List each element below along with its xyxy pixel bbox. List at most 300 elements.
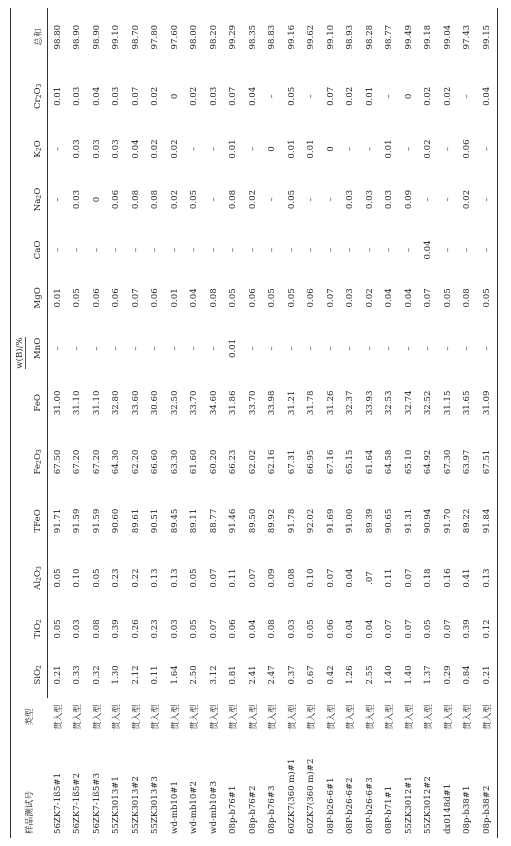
value-cell: – — [52, 146, 63, 152]
value-cell: – — [345, 247, 356, 253]
value-cell: 97.43 — [462, 24, 473, 50]
value-cell: 0.05 — [306, 619, 317, 639]
value-cell: – — [52, 197, 63, 202]
value-cell: 32.53 — [384, 390, 395, 416]
value-cell: 0.05 — [189, 568, 200, 588]
value-cell: 67.31 — [286, 449, 297, 475]
value-cell: 0.04 — [345, 568, 356, 588]
value-cell: 0.09 — [403, 189, 414, 210]
value-cell: 66.23 — [228, 449, 239, 475]
header-component: $Al_2O_3$ — [29, 550, 48, 606]
value-cell: – — [462, 247, 473, 253]
value-cell: 91.70 — [442, 508, 453, 534]
sample-id-cell: 08p-b76#3 — [267, 785, 278, 834]
value-cell: – — [247, 146, 258, 152]
type-cell: 贯入型 — [73, 704, 84, 730]
value-cell: 0.05 — [442, 288, 453, 308]
value-cell: 67.16 — [325, 449, 336, 475]
header-component: $Na_2O$ — [29, 172, 48, 228]
value-cell: 64.92 — [423, 449, 434, 475]
value-cell: 0.05 — [267, 288, 278, 308]
type-cell: 贯入型 — [248, 704, 259, 730]
table-row — [458, 8, 478, 838]
value-cell: – — [189, 247, 200, 253]
header-component: SiO$_2$ — [29, 652, 48, 698]
value-cell: – — [208, 197, 219, 202]
value-cell: 64.30 — [111, 449, 122, 475]
type-cell: 贯入型 — [190, 704, 201, 730]
value-cell: 89.39 — [364, 508, 375, 534]
sample-id-cell: wd-mb10#2 — [189, 780, 200, 834]
value-cell: 0.03 — [384, 189, 395, 210]
value-cell: 0.05 — [52, 619, 63, 639]
table-row — [107, 8, 127, 838]
value-cell: 1.40 — [384, 665, 395, 685]
type-cell: 贯入型 — [170, 704, 181, 730]
value-cell: 0.07 — [325, 568, 336, 588]
sample-id-cell: 08p-b38#1 — [462, 785, 473, 834]
header-sample: 样品测试号 — [25, 791, 36, 834]
value-cell: 0.03 — [208, 86, 219, 106]
table-row — [477, 8, 497, 838]
table-row — [438, 8, 458, 838]
value-cell: – — [384, 94, 395, 99]
value-cell: 98.00 — [189, 24, 200, 50]
value-cell: 0.05 — [52, 568, 63, 588]
table-row — [243, 8, 263, 838]
value-cell: – — [111, 346, 122, 351]
value-cell: 32.52 — [423, 390, 434, 416]
value-cell: – — [462, 94, 473, 99]
value-cell: 91.46 — [228, 508, 239, 534]
value-cell: 99.15 — [477, 8, 497, 66]
value-cell: 0.04 — [247, 619, 258, 639]
value-cell: – — [403, 146, 414, 152]
value-cell: 0.01 — [52, 288, 63, 308]
value-cell: – — [189, 346, 200, 351]
value-cell: 0.05 — [72, 288, 83, 308]
value-cell: 99.49 — [403, 24, 414, 50]
value-cell: 0.06 — [247, 288, 258, 308]
value-cell: 0.06 — [462, 139, 473, 159]
table-row — [380, 8, 400, 838]
value-cell: 0.67 — [306, 665, 317, 685]
value-cell: 0.04 — [189, 288, 200, 308]
sample-id-cell: 55ZK3013#3 — [150, 776, 161, 834]
value-cell: 91.78 — [286, 508, 297, 534]
sample-id-cell: 08p-b38#2 — [477, 736, 497, 838]
header-component: MgO — [29, 273, 48, 324]
value-cell: 91.59 — [91, 508, 102, 534]
type-cell: 贯入型 — [229, 704, 240, 730]
value-cell: 0.08 — [462, 288, 473, 308]
value-cell: 0.23 — [150, 619, 161, 639]
type-cell: 贯入型 — [131, 704, 142, 730]
value-cell: 1.26 — [345, 665, 356, 685]
value-cell: 2.12 — [130, 665, 141, 685]
sample-id-cell: 55ZK3012#1 — [403, 776, 414, 834]
value-cell: 90.94 — [423, 508, 434, 534]
value-cell: 0.08 — [208, 288, 219, 308]
sample-id-cell: 08p-b76#2 — [247, 785, 258, 834]
value-cell: 33.93 — [364, 390, 375, 416]
value-cell: – — [91, 247, 102, 253]
value-cell: 0.02 — [423, 139, 434, 159]
value-cell: – — [267, 247, 278, 253]
value-cell: – — [403, 346, 414, 351]
value-cell: 0.02 — [442, 86, 453, 106]
sample-id-cell: wd-mb10#3 — [208, 780, 219, 834]
value-cell: – — [325, 346, 336, 351]
type-cell: 贯入型 — [443, 704, 454, 730]
value-cell: 32.80 — [111, 390, 122, 416]
value-cell: – — [52, 346, 63, 351]
value-cell: 32.37 — [345, 390, 356, 416]
value-cell: 0.08 — [130, 189, 141, 210]
value-cell: 91.69 — [325, 508, 336, 534]
value-cell: 98.83 — [267, 24, 278, 50]
value-cell: 66.60 — [150, 449, 161, 475]
value-cell: .07 — [364, 571, 375, 585]
value-cell: 0.07 — [325, 288, 336, 308]
value-cell: 0.22 — [130, 568, 141, 588]
value-cell: 31.00 — [52, 390, 63, 416]
value-cell: 0.84 — [462, 665, 473, 685]
value-cell: 0.04 — [91, 86, 102, 106]
unit-label: w(B)/% — [15, 337, 25, 369]
sample-id-cell: dx0148d#1 — [442, 783, 453, 834]
value-cell: 99.16 — [286, 24, 297, 50]
value-cell: – — [267, 94, 278, 99]
value-cell: – — [247, 247, 258, 253]
value-cell: 0.07 — [442, 619, 453, 639]
value-cell: 0.11 — [150, 665, 161, 685]
value-cell: – — [423, 197, 434, 202]
value-cell: 31.26 — [325, 390, 336, 416]
value-cell: 2.47 — [267, 665, 278, 685]
value-cell: 0.03 — [286, 619, 297, 639]
value-cell: 31.15 — [442, 390, 453, 416]
table-row — [146, 8, 166, 838]
value-cell: 1.30 — [111, 665, 122, 685]
sample-id-cell: 56ZK7-1ß5#1 — [52, 772, 63, 834]
value-cell: 0.13 — [477, 550, 497, 606]
value-cell: 31.21 — [286, 390, 297, 416]
type-cell: 贯入型 — [424, 704, 435, 730]
type-cell: 贯入型 — [287, 704, 298, 730]
value-cell: 33.70 — [247, 390, 258, 416]
value-cell: 0.02 — [423, 86, 434, 106]
value-cell: 62.20 — [130, 449, 141, 475]
value-cell: 89.50 — [247, 508, 258, 534]
value-cell: 99.10 — [111, 24, 122, 50]
value-cell: 91.84 — [477, 492, 497, 550]
value-cell: 99.10 — [325, 24, 336, 50]
value-cell: 31.78 — [306, 390, 317, 416]
value-cell: 0.07 — [208, 568, 219, 588]
type-cell: 贯入型 — [326, 704, 337, 730]
value-cell: – — [477, 227, 497, 272]
sample-id-cell: 56ZK7-1ß5#3 — [91, 772, 102, 834]
value-cell: 91.31 — [403, 508, 414, 534]
value-cell: 0.06 — [150, 288, 161, 308]
value-cell: 0.02 — [169, 189, 180, 210]
header-component: MnO — [29, 323, 48, 374]
value-cell: 0.04 — [477, 66, 497, 126]
type-cell: 贯入型 — [346, 704, 357, 730]
value-cell: 0.21 — [477, 652, 497, 698]
value-cell: – — [228, 247, 239, 253]
value-cell: 67.20 — [91, 449, 102, 475]
type-cell: 贯入型 — [112, 704, 123, 730]
value-cell: – — [72, 346, 83, 351]
value-cell: 0.01 — [52, 86, 63, 106]
value-cell: 89.11 — [189, 508, 200, 534]
value-cell: 0.13 — [150, 568, 161, 588]
value-cell: – — [267, 197, 278, 202]
value-cell: 0.06 — [111, 189, 122, 210]
sample-id-cell: 60ZK7(360 m)#2 — [306, 758, 317, 834]
value-cell: 65.10 — [403, 449, 414, 475]
value-cell: 62.02 — [247, 449, 258, 475]
table-row — [321, 8, 341, 838]
value-cell: 0.08 — [267, 619, 278, 639]
header-component: $Fe_2O_3$ — [29, 432, 48, 492]
value-cell: – — [189, 146, 200, 152]
type-cell: 贯入型 — [365, 704, 376, 730]
value-cell: 0.02 — [189, 86, 200, 106]
sample-id-cell: wd-mb10#1 — [169, 780, 180, 834]
value-cell: 0.03 — [111, 86, 122, 106]
value-cell: 0.01 — [169, 288, 180, 308]
value-cell: 0.02 — [345, 86, 356, 106]
header-unit — [11, 8, 30, 698]
value-cell: 0.11 — [384, 568, 395, 588]
value-cell: 0.39 — [462, 619, 473, 639]
value-cell: 67.50 — [52, 449, 63, 475]
value-cell: 91.00 — [345, 508, 356, 534]
value-cell: 64.58 — [384, 449, 395, 475]
value-cell: – — [150, 346, 161, 351]
value-cell: – — [384, 346, 395, 351]
sample-id-cell: 56ZK7-1ß5#2 — [72, 772, 83, 834]
value-cell: 99.29 — [228, 24, 239, 50]
value-cell: 65.15 — [345, 449, 356, 475]
value-cell: – — [306, 247, 317, 253]
type-cell: 贯入型 — [53, 704, 64, 730]
value-cell: 0.01 — [384, 139, 395, 159]
value-cell: 0.01 — [306, 139, 317, 159]
value-cell: – — [286, 346, 297, 351]
value-cell: 0.26 — [130, 619, 141, 639]
table-row — [282, 8, 302, 838]
value-cell: 0.41 — [462, 568, 473, 588]
value-cell: – — [345, 146, 356, 152]
value-cell: 32.74 — [403, 390, 414, 416]
table-row — [165, 8, 185, 838]
value-cell: 0.08 — [286, 568, 297, 588]
table-row — [399, 8, 419, 838]
value-cell: 0.07 — [130, 86, 141, 106]
value-cell: – — [364, 146, 375, 152]
value-cell: 0.07 — [325, 86, 336, 106]
sample-id-cell: 08P-b26-6#3 — [364, 777, 375, 834]
value-cell: 0.81 — [228, 665, 239, 685]
value-cell: 0.07 — [423, 288, 434, 308]
table-row — [204, 8, 224, 838]
table-row — [87, 8, 107, 838]
value-cell: – — [345, 346, 356, 351]
value-cell: 31.10 — [91, 390, 102, 416]
value-cell: 2.41 — [247, 665, 258, 685]
value-cell: 0.42 — [325, 665, 336, 685]
value-cell: – — [208, 146, 219, 152]
value-cell: – — [208, 346, 219, 351]
value-cell: 0.07 — [208, 619, 219, 639]
value-cell: 0.37 — [286, 665, 297, 685]
value-cell: 98.77 — [384, 24, 395, 50]
value-cell: 31.10 — [72, 390, 83, 416]
value-cell: 0.18 — [423, 568, 434, 588]
value-cell: 0.10 — [72, 568, 83, 588]
value-cell: 0.08 — [150, 189, 161, 210]
value-cell: 97.60 — [169, 24, 180, 50]
value-cell: 0.02 — [247, 189, 258, 210]
sample-id-cell: 08P-b26-6#2 — [345, 777, 356, 834]
value-cell: 61.64 — [364, 449, 375, 475]
value-cell: 0.05 — [91, 568, 102, 588]
value-cell: 98.93 — [345, 24, 356, 50]
value-cell: 31.09 — [477, 374, 497, 432]
value-cell: 0.05 — [189, 189, 200, 210]
value-cell: 0.03 — [111, 139, 122, 159]
value-cell: 97.80 — [150, 24, 161, 50]
value-cell: 33.70 — [189, 390, 200, 416]
value-cell: – — [130, 346, 141, 351]
value-cell: 0 — [169, 93, 180, 100]
value-cell: 0.05 — [477, 273, 497, 324]
value-cell: 0.03 — [345, 189, 356, 210]
value-cell: 0.04 — [384, 288, 395, 308]
header-component: $K_2O$ — [29, 126, 48, 171]
type-cell: 贯入型 — [463, 704, 474, 730]
value-cell: 98.80 — [52, 24, 63, 50]
table-row — [48, 8, 68, 838]
value-cell: 0.04 — [423, 240, 434, 260]
value-cell: – — [364, 346, 375, 351]
value-cell: 0.21 — [52, 665, 63, 685]
value-cell: 0 — [403, 93, 414, 100]
value-cell: 0.07 — [130, 288, 141, 308]
value-cell: 0.01 — [228, 139, 239, 159]
value-cell: 0.04 — [345, 619, 356, 639]
value-cell: 0.08 — [228, 189, 239, 210]
value-cell: 31.86 — [228, 390, 239, 416]
value-cell: 66.95 — [306, 449, 317, 475]
value-cell: 0.03 — [169, 619, 180, 639]
value-cell: 0.32 — [91, 665, 102, 685]
value-cell: 99.04 — [442, 24, 453, 50]
value-cell: 0.12 — [477, 606, 497, 652]
value-cell: 99.18 — [423, 24, 434, 50]
value-cell: 0.01 — [228, 338, 239, 359]
sample-id-cell: 55ZK3013#2 — [130, 776, 141, 834]
value-cell: 1.37 — [423, 665, 434, 685]
value-cell: – — [442, 197, 453, 202]
value-cell: 31.65 — [462, 390, 473, 416]
value-cell: 98.28 — [364, 24, 375, 50]
value-cell: 0.11 — [228, 568, 239, 588]
value-cell: 0.02 — [150, 86, 161, 106]
header-component: TiO$_2$ — [29, 606, 48, 652]
value-cell: – — [403, 247, 414, 253]
value-cell: – — [247, 346, 258, 351]
value-cell: 61.60 — [189, 449, 200, 475]
header-component: TFeO — [29, 492, 48, 550]
value-cell: 89.61 — [130, 508, 141, 534]
value-cell: – — [442, 346, 453, 351]
value-cell: 67.20 — [72, 449, 83, 475]
sample-id-cell: 55ZK3012#2 — [423, 776, 434, 834]
value-cell: 1.64 — [169, 665, 180, 685]
value-cell: 90.65 — [384, 508, 395, 534]
value-cell: 0.02 — [169, 139, 180, 159]
value-cell: – — [306, 94, 317, 99]
type-cell: 贯入型 — [385, 704, 396, 730]
value-cell: 0 — [267, 146, 278, 152]
header-component: 总和 — [29, 8, 48, 66]
value-cell: – — [325, 247, 336, 253]
value-cell: – — [91, 346, 102, 351]
value-cell: – — [111, 247, 122, 253]
table-row — [360, 8, 380, 838]
sample-id-cell: 60ZK7(360 m)#1 — [286, 758, 297, 834]
value-cell: – — [306, 197, 317, 202]
value-cell: 0.05 — [189, 619, 200, 639]
value-cell: – — [384, 247, 395, 253]
value-cell: – — [306, 346, 317, 351]
value-cell: 0.06 — [325, 619, 336, 639]
value-cell: 0.02 — [462, 189, 473, 210]
value-cell: – — [267, 346, 278, 351]
value-cell: 0 — [325, 146, 336, 152]
value-cell: – — [477, 323, 497, 374]
value-cell: 0.05 — [423, 619, 434, 639]
type-cell: 贯入型 — [477, 698, 497, 736]
table-row — [68, 8, 88, 838]
value-cell: 92.02 — [306, 508, 317, 534]
value-cell: 0.16 — [442, 568, 453, 588]
header-type: 类型 — [25, 708, 36, 726]
value-cell: 89.92 — [267, 508, 278, 534]
value-cell: 0.33 — [72, 665, 83, 685]
type-cell: 贯入型 — [151, 704, 162, 730]
header-component: $Cr_2O_3$ — [29, 66, 48, 126]
value-cell: – — [364, 247, 375, 253]
value-cell: – — [477, 126, 497, 171]
value-cell: 0.03 — [72, 189, 83, 210]
value-cell: 0.04 — [364, 619, 375, 639]
value-cell: 0 — [91, 196, 102, 203]
table-row — [302, 8, 322, 838]
value-cell: 67.51 — [477, 432, 497, 492]
value-cell: 0.02 — [150, 139, 161, 159]
value-cell: – — [130, 247, 141, 253]
sample-id-cell: 08P-b71#1 — [384, 785, 395, 834]
value-cell: 0.03 — [72, 619, 83, 639]
value-cell: 89.22 — [462, 508, 473, 534]
type-cell: 贯入型 — [404, 704, 415, 730]
